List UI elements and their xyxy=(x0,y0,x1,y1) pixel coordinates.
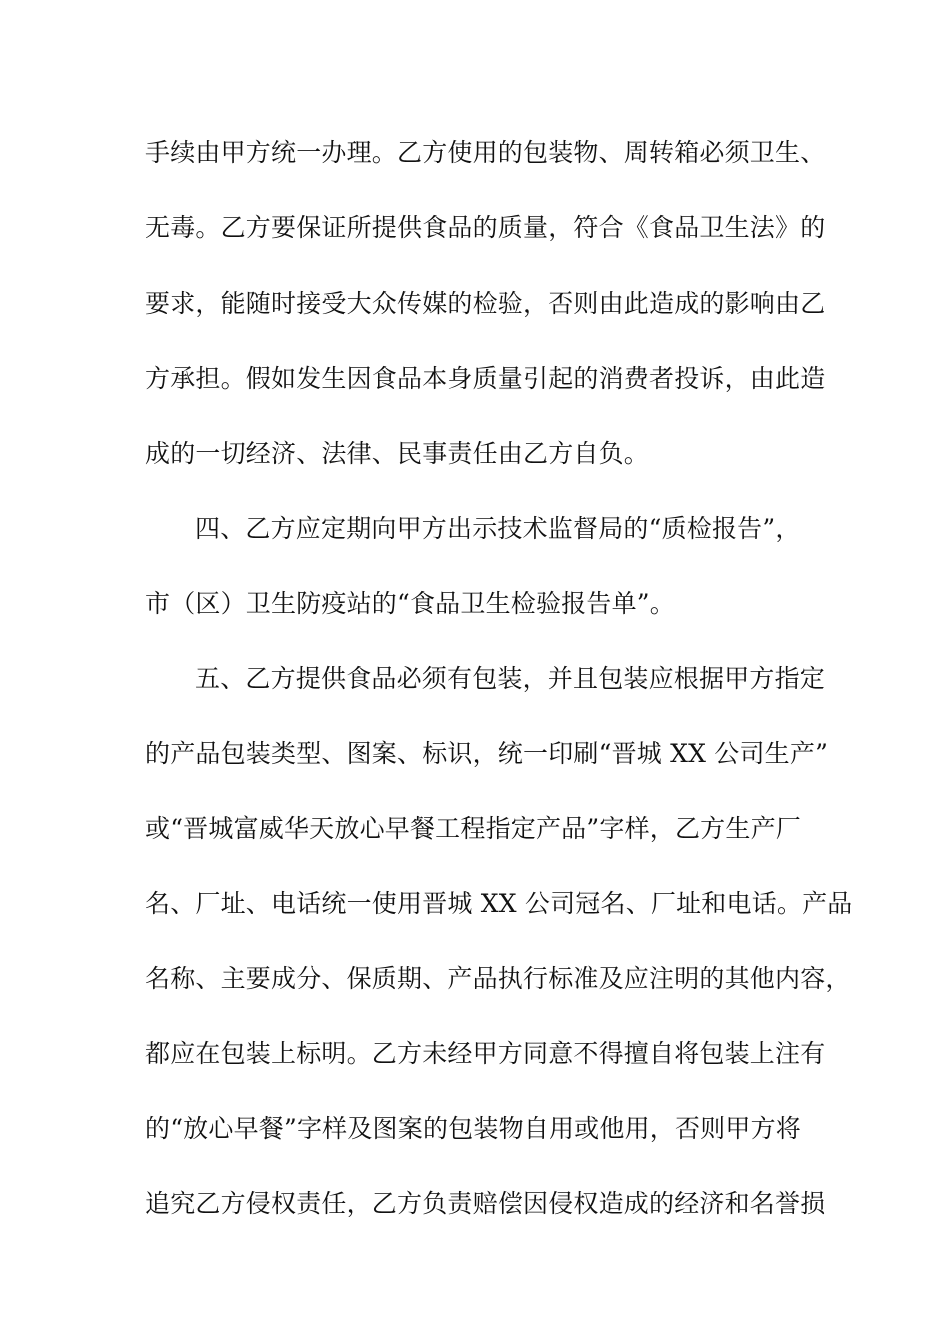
text-line: 手续由甲方统一办理。乙方使用的包装物、周转箱必须卫生、 xyxy=(145,138,826,167)
text-line: 的“放心早餐”字样及图案的包装物自用或他用，否则甲方将 xyxy=(145,1114,801,1143)
text-line: 无毒。乙方要保证所提供食品的质量，符合《食品卫生法》的 xyxy=(145,213,826,242)
text-line: 都应在包装上标明。乙方未经甲方同意不得擅自将包装上注有 xyxy=(145,1039,826,1068)
text-line: 的产品包装类型、图案、标识，统一印刷“晋城 XX 公司生产” xyxy=(145,739,829,768)
text-line: 市（区）卫生防疫站的“食品卫生检验报告单”。 xyxy=(145,589,675,618)
text-line: 追究乙方侵权责任，乙方负责赔偿因侵权造成的经济和名誉损 xyxy=(145,1189,826,1218)
paragraph-5-first-line: 五、乙方提供食品必须有包装，并且包装应根据甲方指定 xyxy=(195,664,826,693)
paragraph-4-first-line: 四、乙方应定期向甲方出示技术监督局的“质检报告”， xyxy=(195,514,801,543)
text-line: 方承担。假如发生因食品本身质量引起的消费者投诉，由此造 xyxy=(145,364,826,393)
text-line: 名、厂址、电话统一使用晋城 XX 公司冠名、厂址和电话。产品 xyxy=(145,889,853,918)
text-line: 要求，能随时接受大众传媒的检验，否则由此造成的影响由乙 xyxy=(145,289,826,318)
text-line: 名称、主要成分、保质期、产品执行标准及应注明的其他内容， xyxy=(145,964,851,993)
text-line: 成的一切经济、法律、民事责任由乙方自负。 xyxy=(145,439,650,468)
text-line: 或“晋城富威华天放心早餐工程指定产品”字样，乙方生产厂 xyxy=(145,814,801,843)
